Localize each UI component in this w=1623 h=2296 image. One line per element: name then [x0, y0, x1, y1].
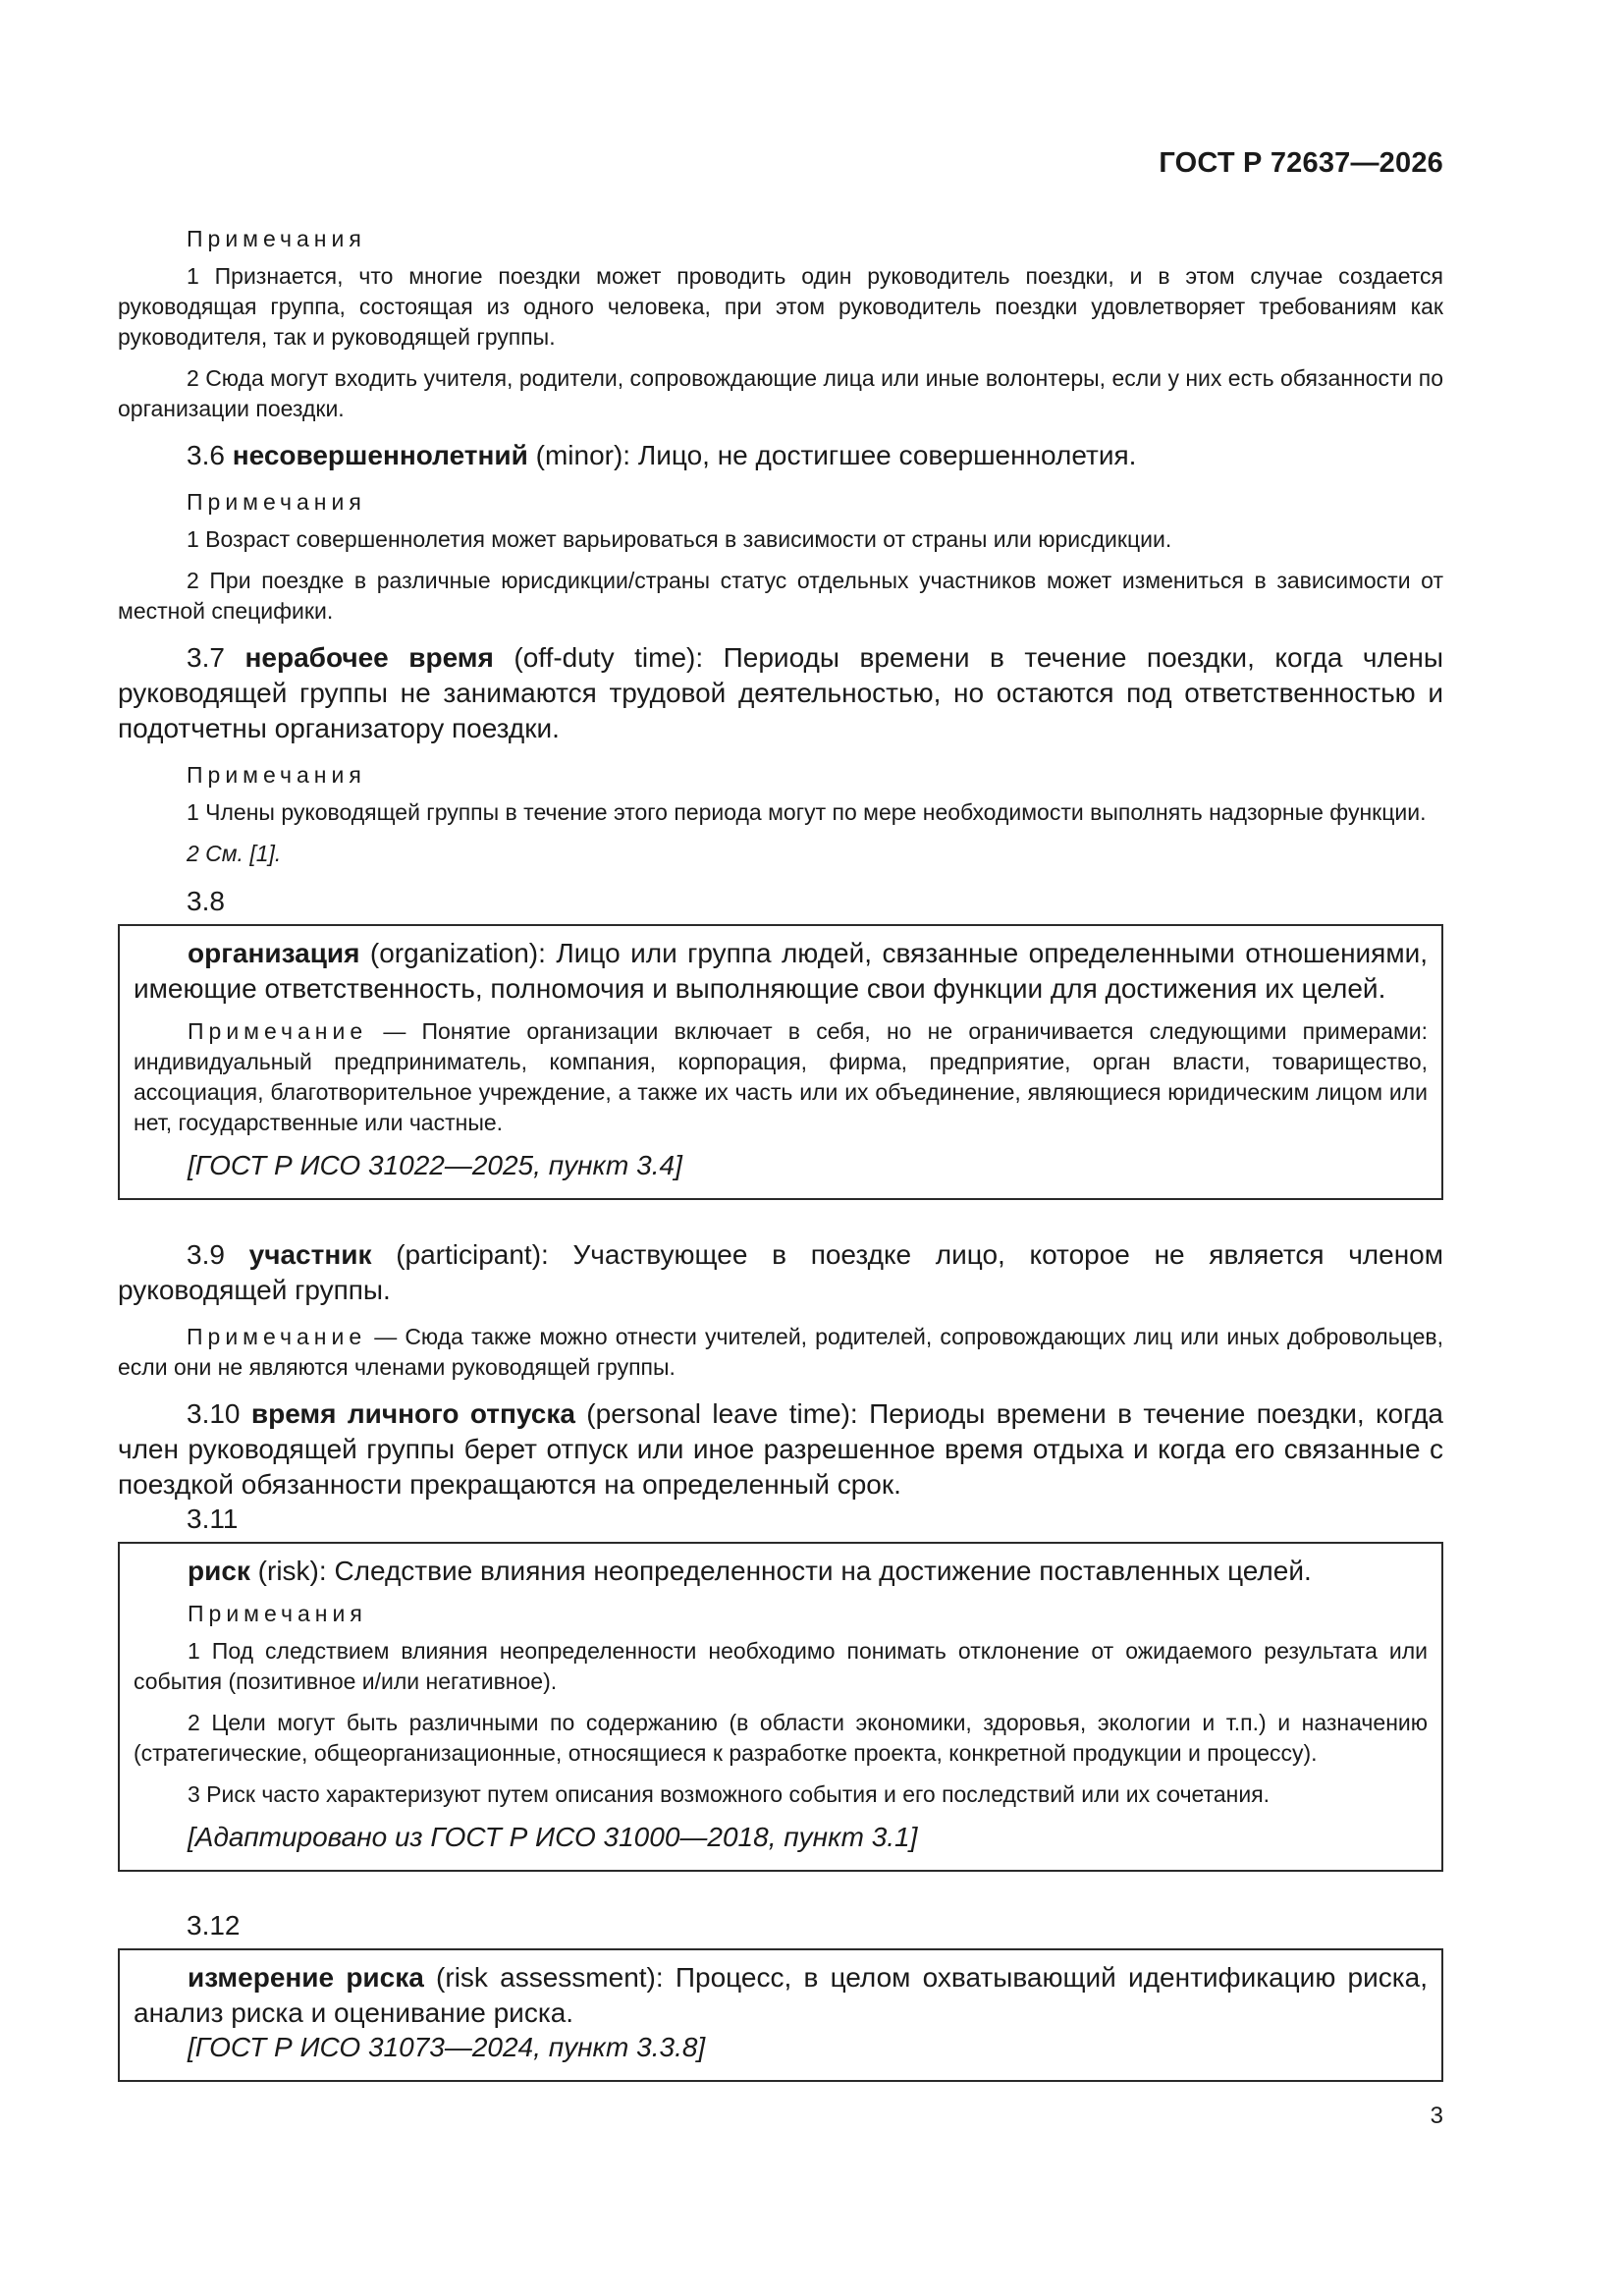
- term-name: нерабочее время: [244, 642, 494, 673]
- note-item: 2 При поездке в различные юрисдикции/страны статус отдельных участников может измениться в зависимости от местной специфики.: [118, 568, 1443, 624]
- note-text: — Сюда также можно отнести учителей, родителей, сопровождающих лиц или иных добровольцев, если они не являются членами руководящей группы.: [118, 1324, 1443, 1380]
- term-number-3-8: 3.8: [187, 886, 225, 916]
- term-definition: (personal leave time): Периоды времени в течение поездки, когда член руководящей группы берет отпуск или иное разрешенное время отдыха и когда его связанные с поездкой обязанности прекращаются на определенный срок.: [118, 1398, 1443, 1500]
- standard-code: ГОСТ Р 72637—2026: [1159, 147, 1443, 179]
- term-box-3-12: [118, 1948, 1443, 2082]
- notes-heading: Примечания: [188, 1601, 367, 1626]
- term-name: несовершеннолетний: [232, 440, 528, 470]
- term-name: измерение риска: [188, 1962, 424, 1993]
- term-definition: (off-duty time): Периоды времени в течение поездки, когда члены руководящей группы не занимаются трудовой деятельностью, но остаются под ответственностью и подотчетны организатору поездки.: [118, 642, 1444, 743]
- term-3-12: [134, 1960, 1428, 2031]
- term-name: организация: [188, 938, 360, 968]
- term-3-9: [118, 1237, 1443, 1308]
- source-reference: [Адаптировано из ГОСТ Р ИСО 31000—2018, пункт 3.1]: [188, 1822, 918, 1852]
- page-content: [118, 224, 1443, 2082]
- note-item: [118, 1322, 1443, 1383]
- term-3-10: [118, 1396, 1443, 1503]
- term-number: 3.6: [187, 440, 225, 470]
- note-label: Примечание: [188, 1018, 368, 1044]
- term-name: участник: [248, 1239, 372, 1270]
- term-3-6: [118, 438, 1443, 473]
- notes-heading: Примечания: [187, 226, 366, 251]
- term-name: время личного отпуска: [250, 1398, 575, 1429]
- note-item-reference: 2 См. [1].: [187, 841, 282, 866]
- note-label: Примечание: [187, 1324, 367, 1349]
- term-definition: (risk): Следствие влияния неопределенности на достижение поставленных целей.: [249, 1556, 1312, 1586]
- term-definition: (participant): Участвующее в поездке лицо, которое не является членом руководящей группы.: [118, 1239, 1443, 1305]
- term-number-3-12: 3.12: [187, 1910, 241, 1941]
- term-3-11: [134, 1554, 1428, 1589]
- term-name: риск: [188, 1556, 250, 1586]
- note-item: 3 Риск часто характеризуют путем описания возможного события и его последствий или их сочетания.: [188, 1781, 1271, 1807]
- source-reference: [ГОСТ Р ИСО 31073—2024, пункт 3.3.8]: [188, 2032, 706, 2062]
- term-definition: (organization): Лицо или группа людей, связанные определенными отношениями, имеющие ответственность, полномочия и выполняющие свои функции для достижения их целей.: [134, 938, 1428, 1004]
- page-number: 3: [1430, 2103, 1443, 2129]
- notes-heading: Примечания: [187, 762, 366, 788]
- term-number: 3.10: [187, 1398, 241, 1429]
- term-3-8: [134, 936, 1428, 1007]
- note-item: 2 Цели могут быть различными по содержанию (в области экономики, здоровья, экологии и т.п.) и назначению (стратегические, общеорганизационные, относящиеся к разработке проекта, конкретной продукции и процессу).: [134, 1710, 1428, 1766]
- source-reference: [ГОСТ Р ИСО 31022—2025, пункт 3.4]: [188, 1150, 682, 1180]
- term-definition: (minor): Лицо, не достигшее совершеннолетия.: [527, 440, 1137, 470]
- term-box-3-11: [118, 1542, 1443, 1872]
- note-item: [134, 1016, 1428, 1138]
- term-number: 3.9: [187, 1239, 225, 1270]
- notes-heading: Примечания: [187, 489, 366, 515]
- term-definition: (risk assessment): Процесс, в целом охватывающий идентификацию риска, анализ риска и оценивание риска.: [134, 1962, 1428, 2028]
- note-text: — Понятие организации включает в себя, но не ограничивается следующими примерами: индивидуальный предприниматель, компания, корпорация, фирма, предприятие, орган власти, товарищество, ассоциация, благотворительное учреждение, а также их часть или их объединение, являющиеся юридическим лицом или нет, государственные или частные.: [134, 1018, 1428, 1135]
- term-number-3-11: 3.11: [187, 1503, 239, 1534]
- term-3-7: [118, 640, 1443, 746]
- term-box-3-8: [118, 924, 1443, 1200]
- note-item: 1 Члены руководящей группы в течение этого периода могут по мере необходимости выполнять надзорные функции.: [187, 799, 1427, 825]
- note-item: 1 Под следствием влияния неопределенности необходимо понимать отклонение от ожидаемого результата или события (позитивное и/или негативное).: [134, 1638, 1428, 1694]
- term-number: 3.7: [187, 642, 225, 673]
- note-item: 1 Признается, что многие поездки может проводить один руководитель поездки, и в этом случае создается руководящая группа, состоящая из одного человека, при этом руководитель поездки удовлетворяет требованиям как руководителя, так и руководящей группы.: [118, 263, 1443, 350]
- note-item: 2 Сюда могут входить учителя, родители, сопровождающие лица или иные волонтеры, если у них есть обязанности по организации поездки.: [118, 365, 1443, 421]
- note-item: 1 Возраст совершеннолетия может варьироваться в зависимости от страны или юрисдикции.: [187, 526, 1172, 552]
